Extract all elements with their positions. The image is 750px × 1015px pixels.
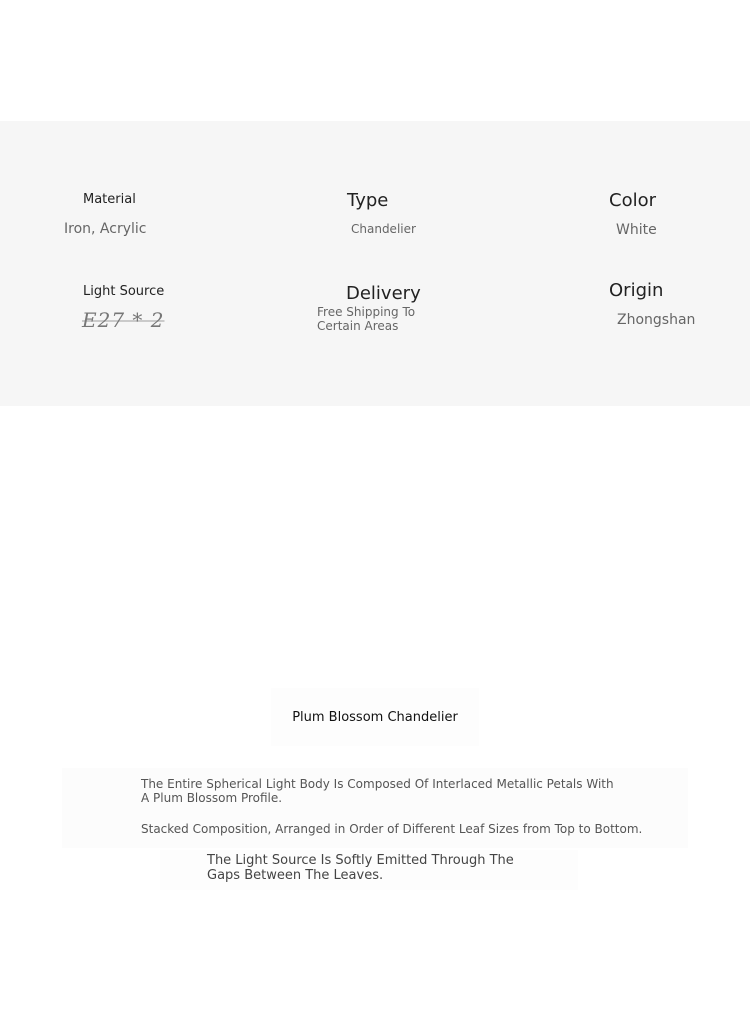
light-source-value: E27 * 2 (82, 308, 165, 332)
color-label: Color (609, 190, 656, 211)
type-label: Type (347, 190, 389, 211)
type-value: Chandelier (351, 222, 416, 236)
product-description-block (62, 768, 688, 848)
description-line-3: The Light Source Is Softly Emitted Through The Gaps Between The Leaves. (207, 853, 514, 883)
color-value: White (616, 222, 657, 238)
description-line-2: Stacked Composition, Arranged in Order of Different Leaf Sizes from Top to Bottom. (141, 822, 643, 836)
material-value: Iron, Acrylic (64, 221, 147, 237)
origin-value: Zhongshan (617, 312, 696, 328)
origin-label: Origin (609, 280, 664, 301)
description-note-block (160, 850, 578, 890)
light-source-label: Light Source (83, 284, 165, 299)
product-title: Plum Blossom Chandelier (271, 688, 479, 746)
delivery-value: Free Shipping To Certain Areas (317, 305, 416, 333)
material-label: Material (83, 192, 136, 207)
description-line-1: The Entire Spherical Light Body Is Composed Of Interlaced Metallic Petals With A Plum Blossom Profile. (141, 777, 614, 805)
specifications-panel (0, 121, 750, 406)
delivery-label: Delivery (346, 283, 421, 304)
